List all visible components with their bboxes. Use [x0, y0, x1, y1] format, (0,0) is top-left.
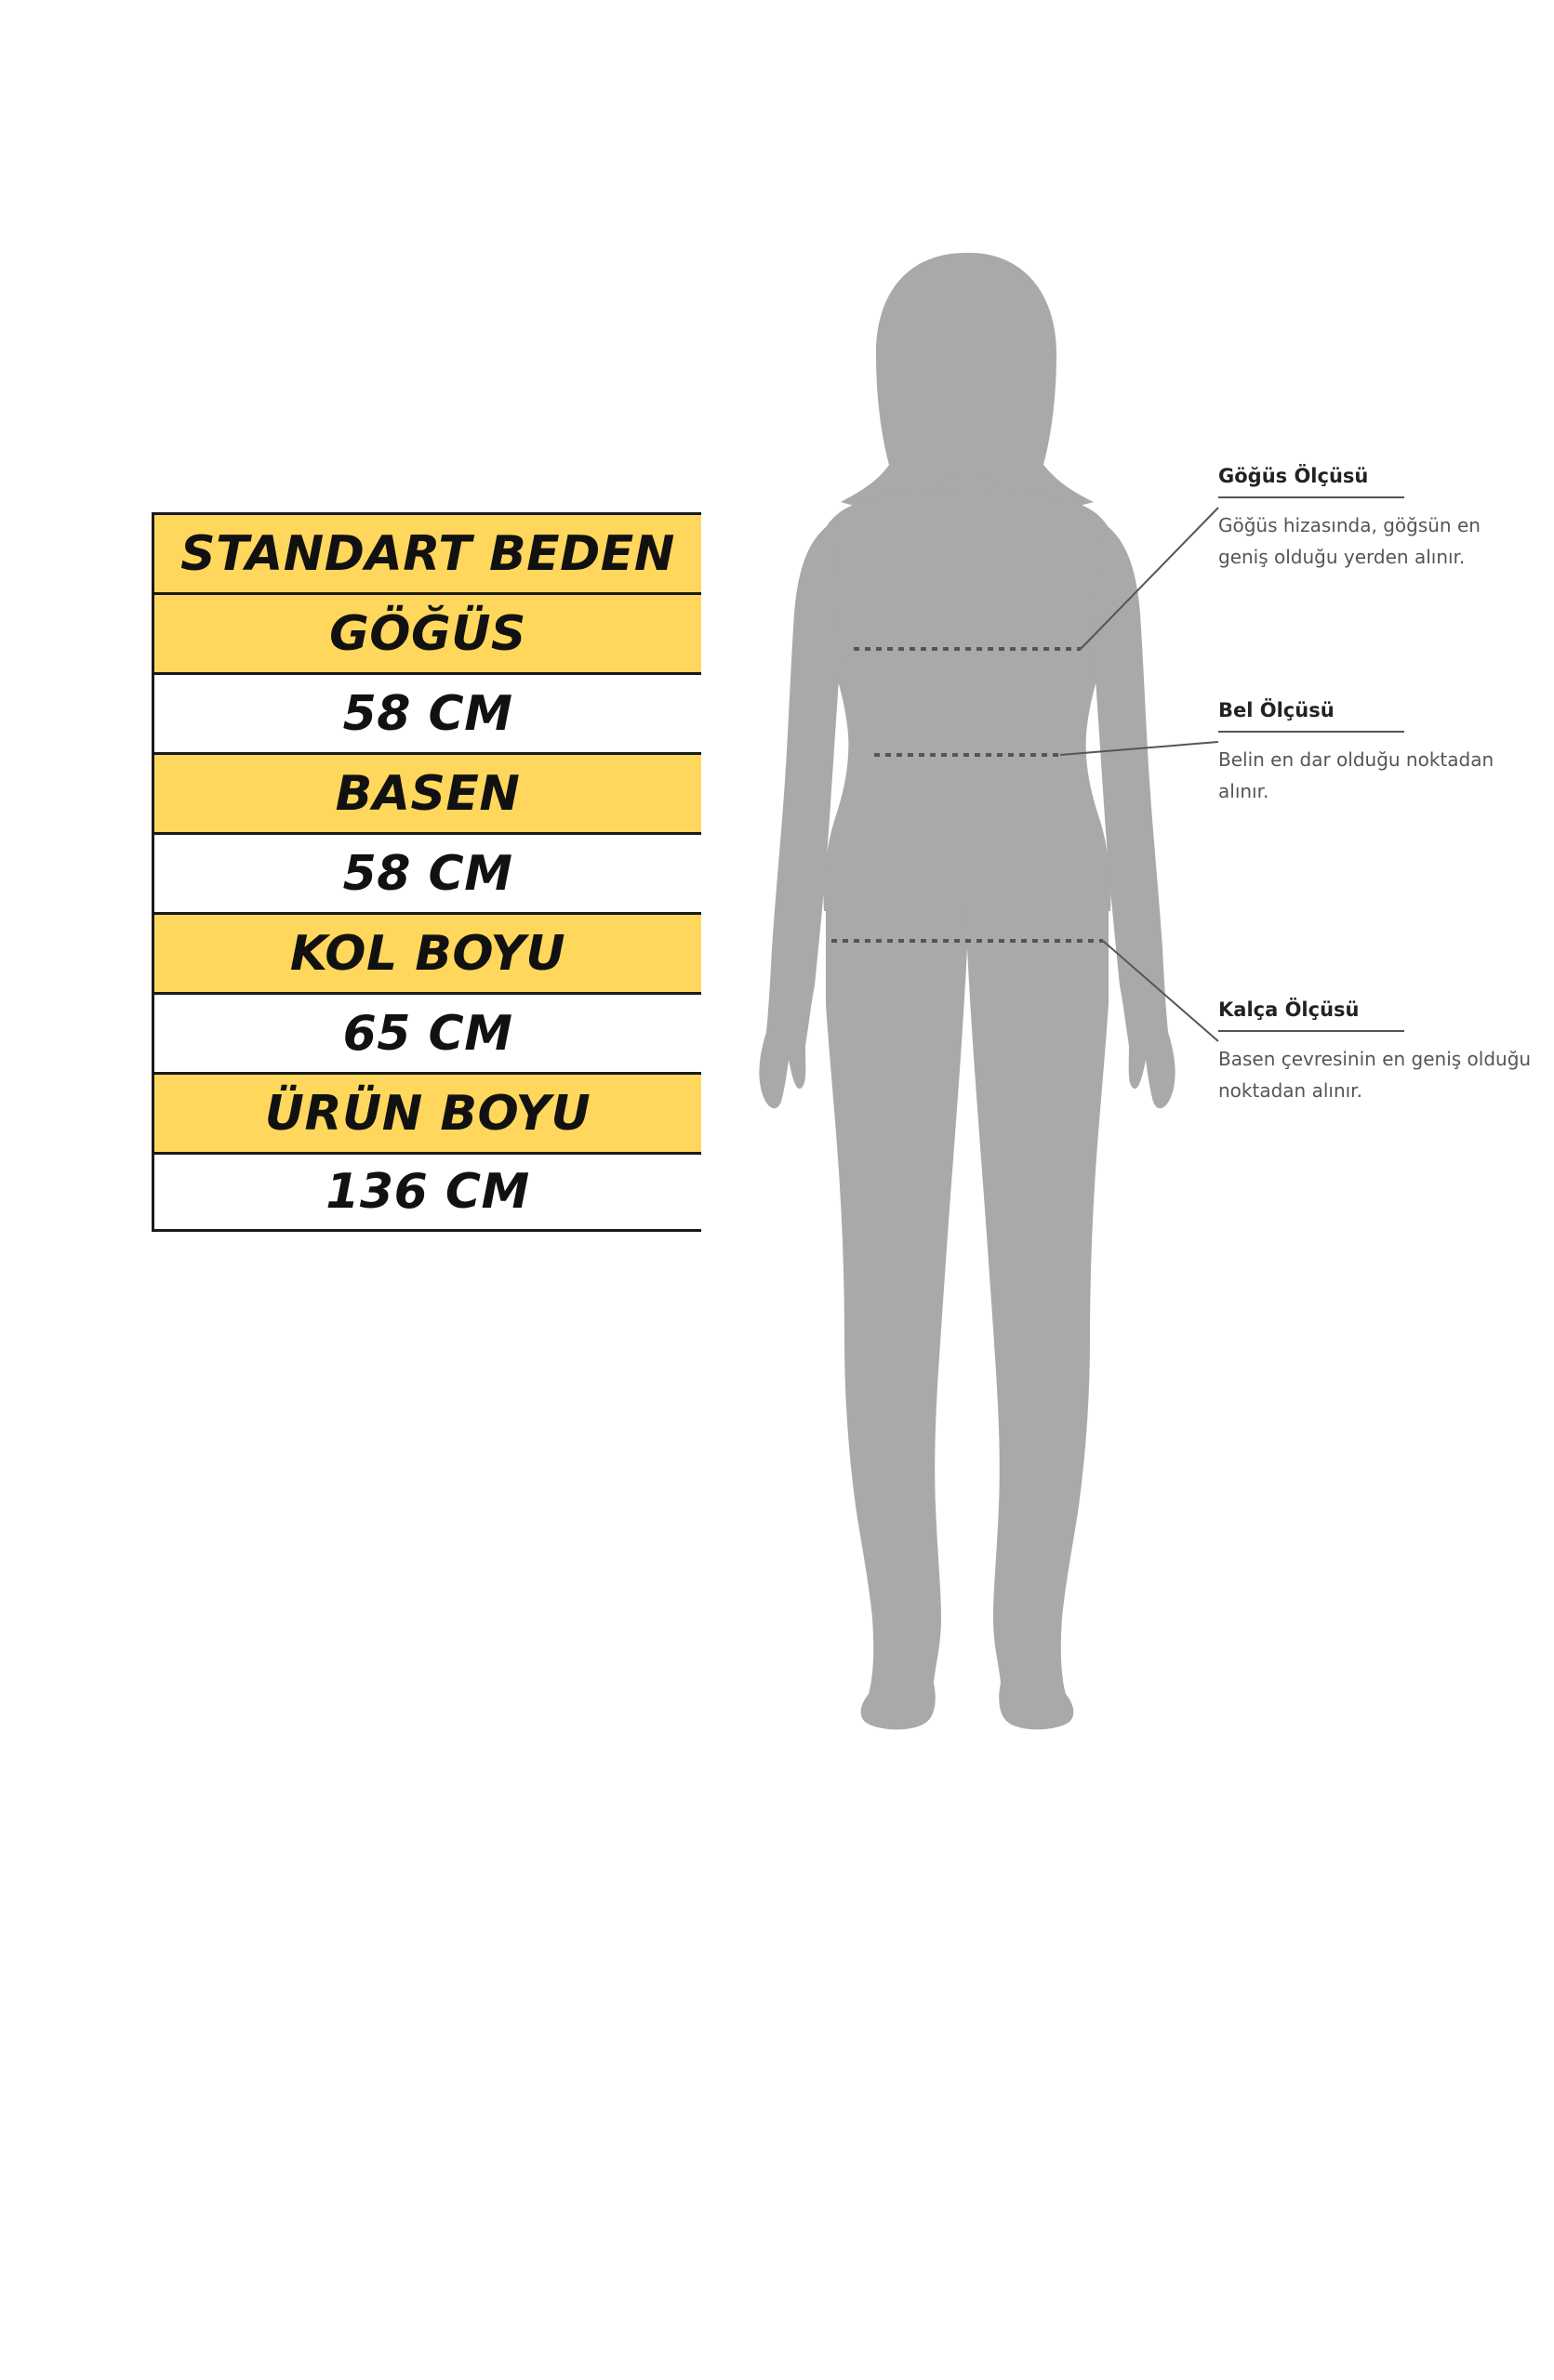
- product-length-label: ÜRÜN BOYU: [154, 1072, 701, 1152]
- product-length-value: 136 CM: [154, 1152, 701, 1232]
- size-table: [152, 512, 701, 1232]
- sleeve-length-value: 65 CM: [154, 992, 701, 1072]
- chest-label: GÖĞÜS: [154, 592, 701, 672]
- body-silhouette: [744, 242, 1190, 1748]
- hip-value: 58 CM: [154, 832, 701, 912]
- waist-annotation: [1218, 699, 1534, 807]
- hip-annotation-title: Kalça Ölçüsü: [1218, 998, 1404, 1032]
- hip-label: BASEN: [154, 752, 701, 832]
- chest-annotation-desc: Göğüs hizasında, göğsün en geniş olduğu yerden alınır.: [1218, 514, 1481, 568]
- sleeve-length-label: KOL BOYU: [154, 912, 701, 992]
- chest-annotation: [1218, 465, 1534, 573]
- hip-annotation: [1218, 998, 1534, 1106]
- hip-annotation-desc: Basen çevresinin en geniş olduğu noktadan alınır.: [1218, 1048, 1532, 1102]
- size-table-title: STANDART BEDEN: [154, 512, 701, 592]
- chest-value: 58 CM: [154, 672, 701, 752]
- chest-annotation-title: Göğüs Ölçüsü: [1218, 465, 1404, 498]
- waist-annotation-title: Bel Ölçüsü: [1218, 699, 1404, 733]
- waist-annotation-desc: Belin en dar olduğu noktadan alınır.: [1218, 748, 1494, 802]
